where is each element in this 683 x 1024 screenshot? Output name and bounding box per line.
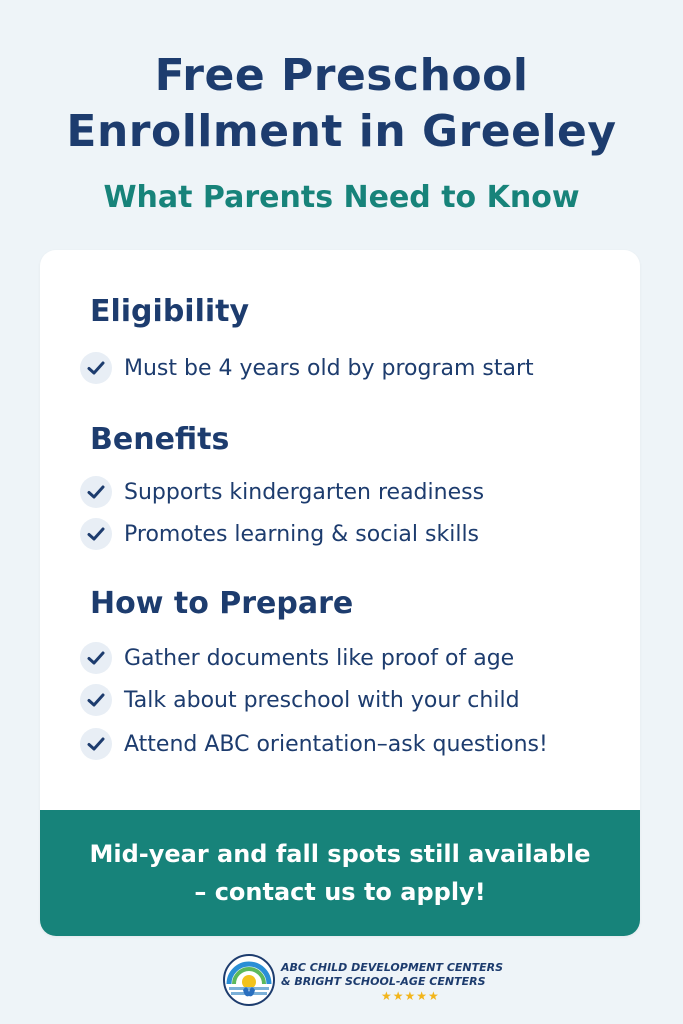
banner-line-1: Mid-year and fall spots still available [89,840,591,868]
section-title-eligibility: Eligibility [90,294,250,329]
logo-icon [223,954,275,1010]
list-item [80,640,514,676]
check-icon [80,684,112,716]
section-title-benefits: Benefits [90,422,230,457]
page-subtitle: What Parents Need to Know [103,180,580,215]
rating-stars: ★★★★★ [381,989,440,1003]
section-title-how-to-prepare: How to Prepare [90,586,354,621]
list-item-text: Must be 4 years old by program start [124,355,534,381]
check-icon [80,476,112,508]
brand-logo [223,954,503,1010]
check-icon [80,352,112,384]
banner-line-2: – contact us to apply! [194,878,486,906]
list-item [80,350,534,386]
list-item-text: Talk about preschool with your child [124,687,520,713]
list-item-text: Attend ABC orientation–ask questions! [124,731,548,757]
logo-line-2: & BRIGHT SCHOOL-AGE CENTERS [281,975,486,988]
page-title [0,48,683,160]
cta-banner [40,810,640,936]
list-item [80,726,548,762]
list-item-text: Supports kindergarten readiness [124,479,485,505]
logo-line-1: ABC CHILD DEVELOPMENT CENTERS [281,961,504,974]
title-line-1: Free Preschool [154,50,529,101]
check-icon [80,518,112,550]
list-item-text: Gather documents like proof of age [124,645,515,671]
list-item-text: Promotes learning & social skills [124,521,480,547]
list-item [80,474,484,510]
info-card [40,250,640,936]
check-icon [80,642,112,674]
check-icon [80,728,112,760]
list-item [80,516,479,552]
list-item [80,682,520,718]
title-line-2: Enrollment in Greeley [66,106,617,157]
